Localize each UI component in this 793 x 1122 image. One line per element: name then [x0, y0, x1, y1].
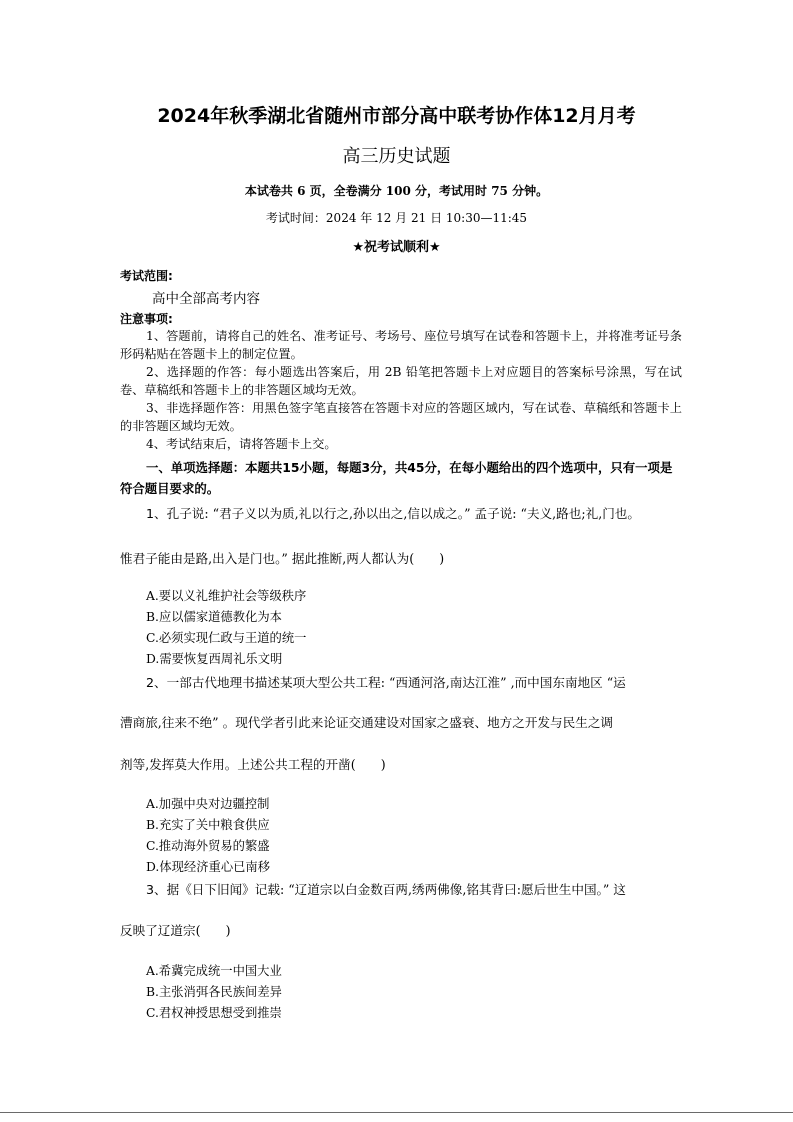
exam-subtitle: 高三历史试题 — [342, 146, 451, 167]
question-1-option-d: D.需要恢复西周礼乐文明 — [146, 652, 283, 666]
question-1-line — [146, 503, 709, 522]
question-3-option-b: B.主张消弭各民族间差异 — [146, 985, 282, 999]
question-3-option-a: A.希冀完成统一中国大业 — [146, 964, 282, 978]
exam-title: 2024年秋季湖北省随州市部分高中联考协作体12月月考 — [157, 105, 636, 127]
question-3-line — [146, 879, 709, 898]
notes-label: 注意事项: — [120, 312, 173, 326]
question-2-option-b: B.充实了关中粮食供应 — [146, 818, 270, 832]
question-2-line — [146, 672, 709, 691]
question-2-line: 漕商旅,往来不绝” 。现代学者引此来论证交通建设对国家之盛衰、地方之开发与民生之调 — [120, 715, 614, 730]
scope-content: 高中全部高考内容 — [152, 291, 260, 307]
question-number: 1 — [146, 506, 155, 521]
note-item: 2、选择题的作答：每小题选出答案后，用 2B 铅笔把答题卡上对应题目的答案标号涂黑，写在试卷、草稿纸和答题卡上的非答题区域均无效。 — [120, 365, 682, 397]
question-2-option-a: A.加强中央对边疆控制 — [146, 797, 270, 811]
note-item: 4、考试结束后，请将答题卡上交。 — [146, 437, 337, 451]
note-item: 1、答题前，请将自己的姓名、准考证号、考场号、座位号填写在试卷和答题卡上，并将准考证号条形码粘贴在答题卡上的制定位置。 — [120, 329, 682, 361]
good-luck-banner: ★祝考试顺利★ — [352, 240, 441, 255]
note-item: 3、非选择题作答：用黑色签字笔直接答在答题卡对应的答题区域内，写在试卷、草稿纸和答题卡上的非答题区域均无效。 — [120, 401, 682, 433]
scope-label: 考试范围: — [120, 269, 173, 283]
question-number: 3 — [146, 882, 155, 897]
exam-info-pages: 本试卷共 6 页，全卷满分 100 分，考试用时 75 分钟。 — [244, 184, 549, 198]
exam-info-time: 考试时间：2024 年 12 月 21 日 10:30—11:45 — [265, 211, 528, 225]
question-text: 、据《日下旧闻》记载: “辽道宗以白金数百两,绣两佛像,铭其背曰:愿后世生中国。” 这 — [154, 882, 626, 897]
page-bottom-rule — [0, 1112, 793, 1113]
question-1-option-c: C.必须实现仁政与王道的统一 — [146, 631, 307, 645]
question-text: 、孔子说: “君子义以为质,礼以行之,孙以出之,信以成之。” 孟子说: “夫义,路也;礼,门也。 — [154, 506, 640, 521]
question-1-option-b: B.应以儒家道德教化为本 — [146, 610, 282, 624]
question-2-option-d: D.体现经济重心已南移 — [146, 860, 271, 874]
question-2-line: 剂等,发挥莫大作用。上述公共工程的开凿( ) — [120, 757, 386, 772]
question-1-line: 惟君子能由是路,出入是门也。” 据此推断,两人都认为( ) — [120, 551, 445, 566]
question-1-option-a: A.要以义礼维护社会等级秩序 — [146, 589, 307, 603]
question-text: 、一部古代地理书描述某项大型公共工程: “西通河洛,南达江淮” ,而中国东南地区 “运 — [154, 675, 626, 690]
section-heading: 一、单项选择题：本题共15小题，每题3分，共45分，在每小题给出的四个选项中，只有一项是符合题目要求的。 — [120, 460, 673, 496]
question-2-option-c: C.推动海外贸易的繁盛 — [146, 839, 270, 853]
question-3-line: 反映了辽道宗( ) — [120, 923, 231, 938]
question-number: 2 — [146, 675, 155, 690]
question-3-option-c: C.君权神授思想受到推崇 — [146, 1006, 282, 1020]
